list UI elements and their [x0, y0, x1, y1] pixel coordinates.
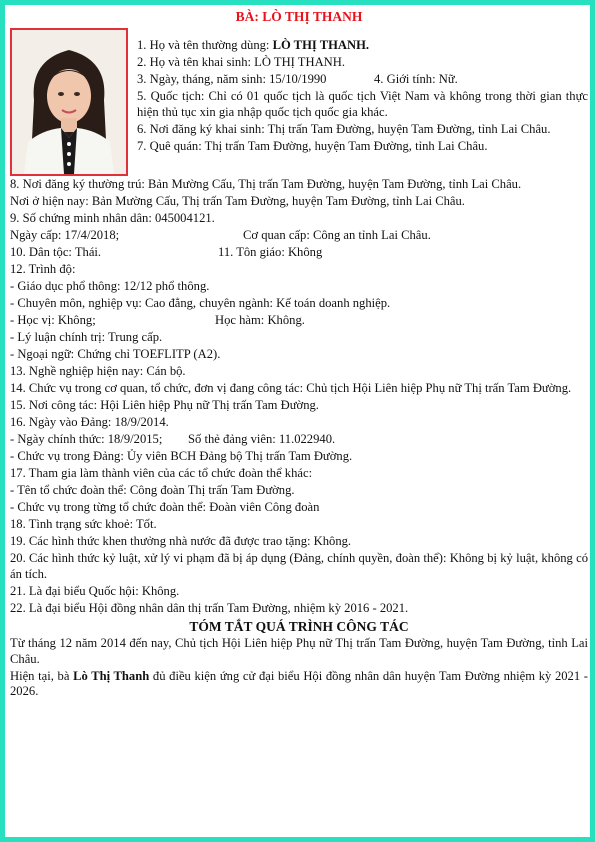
item-13: 13. Nghề nghiệp hiện nay: Cán bộ. [10, 364, 186, 379]
summary-heading: TÓM TẮT QUÁ TRÌNH CÔNG TÁC [189, 619, 409, 635]
item-1: 1. Họ và tên thường dùng: LÒ THỊ THANH. [137, 38, 370, 52]
item-17b: - Chức vụ trong từng tổ chức đoàn thể: Đoàn viên Công đoàn [10, 500, 320, 515]
item-21: 21. Là đại biểu Quốc hội: Không. [10, 583, 180, 598]
item-20: 20. Các hình thức kỷ luật, xử lý vi phạm đã bị áp dụng (Đảng, chính quyền, đoàn thể): Không bị kỷ luật, không có án tích. [10, 551, 588, 581]
item-18: 18. Tình trạng sức khoẻ: Tốt. [10, 517, 157, 532]
item-9: 9. Số chứng minh nhân dân: 045004121. [10, 211, 215, 226]
document [10, 8, 588, 700]
item-6: 6. Nơi đăng ký khai sinh: Thị trấn Tam Đường, huyện Tam Đường, tỉnh Lai Châu. [137, 121, 551, 136]
summary-paragraph-1: Từ tháng 12 năm 2014 đến nay, Chủ tịch Hội Liên hiệp Phụ nữ Thị trấn Tam Đường, huyện Tam Đường, tỉnh Lai Châu. [10, 636, 588, 666]
personal-info-top [137, 28, 588, 176]
item-2: 2. Họ và tên khai sinh: LÒ THỊ THANH. [137, 54, 346, 69]
portrait-photo [10, 28, 128, 176]
item-12e: - Ngoại ngữ: Chứng chỉ TOEFLITP (A2). [10, 347, 221, 362]
item-8: 8. Nơi đăng ký thường trú: Bản Mường Cấu, Thị trấn Tam Đường, huyện Tam Đường, tỉnh Lai Châu. [10, 177, 522, 192]
header-block [10, 28, 588, 176]
summary-paragraph-2: Hiện tại, bà Lò Thị Thanh đủ điều kiện ứng cử đại biểu Hội đồng nhân dân huyện Tam Đường nhiệm kỳ 2021 - 2026. [10, 668, 588, 699]
item-16: 16. Ngày vào Đảng: 18/9/2014. [10, 415, 169, 430]
item-12d: - Lý luận chính trị: Trung cấp. [10, 330, 163, 345]
item-19: 19. Các hình thức khen thưởng nhà nước đã được trao tặng: Không. [10, 534, 352, 549]
item-17a: - Tên tổ chức đoàn thể: Công đoàn Thị trấn Tam Đường. [10, 483, 295, 498]
portrait-illustration [12, 30, 126, 174]
item-5: 5. Quốc tịch: Chỉ có 01 quốc tịch là quốc tịch Việt Nam và không trong thời gian thực hiện thủ tục xin gia nhập quốc tịch quốc gia khác. [137, 88, 588, 119]
item-17: 17. Tham gia làm thành viên của các tổ chức đoàn thể khác: [10, 466, 313, 481]
item-3-4: 3. Ngày, tháng, năm sinh: 15/10/1990 4. Giới tính: Nữ. [137, 71, 458, 86]
item-12a: - Giáo dục phổ thông: 12/12 phổ thông. [10, 279, 210, 294]
item-16a: - Ngày chính thức: 18/9/2015; Số thẻ đảng viên: 11.022940. [10, 432, 336, 447]
item-12b: - Chuyên môn, nghiệp vụ: Cao đẳng, chuyên ngành: Kế toán doanh nghiệp. [10, 296, 391, 311]
item-12: 12. Trình độ: [10, 262, 76, 277]
item-22: 22. Là đại biểu Hội đồng nhân dân thị trấn Tam Đường, nhiệm kỳ 2016 - 2021. [10, 600, 409, 615]
page-title: BÀ: LÒ THỊ THANH [235, 9, 363, 24]
item-16b: - Chức vụ trong Đảng: Ủy viên BCH Đảng bộ Thị trấn Tam Đường. [10, 449, 353, 464]
item-9-details: Ngày cấp: 17/4/2018; Cơ quan cấp: Công an tỉnh Lai Châu. [10, 228, 431, 243]
item-14: 14. Chức vụ trong cơ quan, tổ chức, đơn vị đang công tác: Chủ tịch Hội Liên hiệp Phụ nữ Thị trấn Tam Đường. [10, 381, 572, 396]
item-12c: - Học vị: Không; Học hàm: Không. [10, 313, 305, 328]
item-8-residence: Nơi ở hiện nay: Bản Mường Cấu, Thị trấn Tam Đường, huyện Tam Đường, tỉnh Lai Châu. [10, 194, 465, 209]
item-15: 15. Nơi công tác: Hội Liên hiệp Phụ nữ Thị trấn Tam Đường. [10, 398, 319, 413]
item-10-11: 10. Dân tộc: Thái. 11. Tôn giáo: Không [10, 245, 323, 260]
item-7: 7. Quê quán: Thị trấn Tam Đường, huyện Tam Đường, tỉnh Lai Châu. [137, 138, 488, 153]
